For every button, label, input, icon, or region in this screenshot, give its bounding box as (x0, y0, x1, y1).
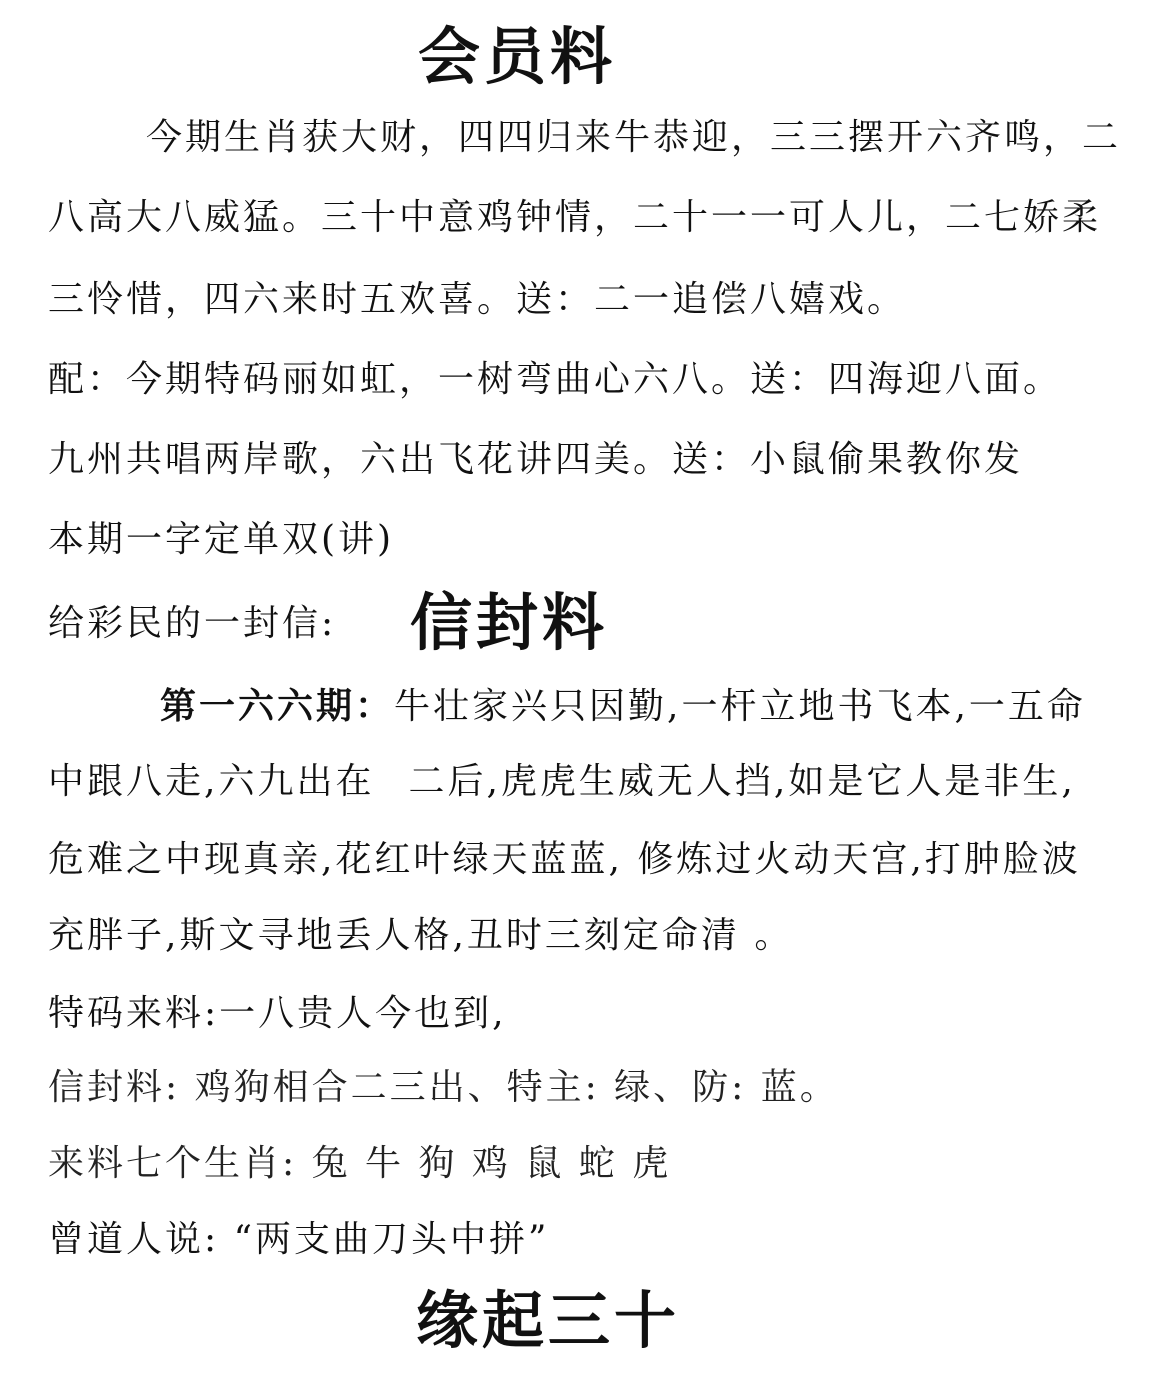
issue-colon: ： (355, 685, 395, 727)
special-code-line: 特码来料:一八贵人今也到, (48, 993, 507, 1034)
member-line-6: 本期一字定单双(讲) (48, 519, 395, 560)
member-line-1: 今期生肖获大财，四四归来牛恭迎，三三摆开六齐鸣，二 (146, 117, 1122, 158)
daoist-saying-line: 曾道人说: “两支曲刀头中拼” (48, 1219, 550, 1260)
member-line-5: 九州共唱两岸歌，六出飞花讲四美。送：小鼠偷果教你发 (48, 439, 1024, 480)
letter-intro: 给彩民的一封信: (48, 603, 337, 644)
member-line-3: 三怜惜，四六来时五欢喜。送：二一追偿八嬉戏。 (48, 279, 907, 320)
envelope-line-3: 危难之中现真亲,花红叶绿天蓝蓝, 修炼过火动天宫,打肿脸波 (48, 839, 1081, 880)
envelope-material-line: 信封料: 鸡狗相合二三出、特主: 绿、防: 蓝。 (48, 1067, 839, 1108)
envelope-line-4: 充胖子,斯文寻地丢人格,丑时三刻定命清 。 (48, 915, 794, 956)
title-member-material: 会员料 (418, 20, 617, 93)
envelope-line-2-part-b: 二后,虎虎生威无人挡,如是它人是非生, (408, 761, 1076, 802)
envelope-line-1-text: 牛壮家兴只因勤,一杆立地书飞本,一五命 (394, 686, 1086, 727)
envelope-line-2 (48, 761, 1076, 802)
issue-label: 第一六六期 (160, 685, 356, 727)
title-envelope-material: 信封料 (410, 586, 609, 659)
title-origin-thirty: 缘起三十 (416, 1284, 681, 1357)
zodiac-line: 来料七个生肖: 兔 牛 狗 鸡 鼠 蛇 虎 (48, 1143, 672, 1184)
member-line-4: 配：今期特码丽如虹，一树弯曲心六八。送：四海迎八面。 (48, 359, 1063, 400)
envelope-line-2-part-a: 中跟八走,六九出在 (48, 761, 375, 802)
envelope-line-1 (160, 685, 1086, 727)
member-line-2: 八高大八威猛。三十中意鸡钟情，二十一一可人儿，二七娇柔 (48, 197, 1102, 238)
